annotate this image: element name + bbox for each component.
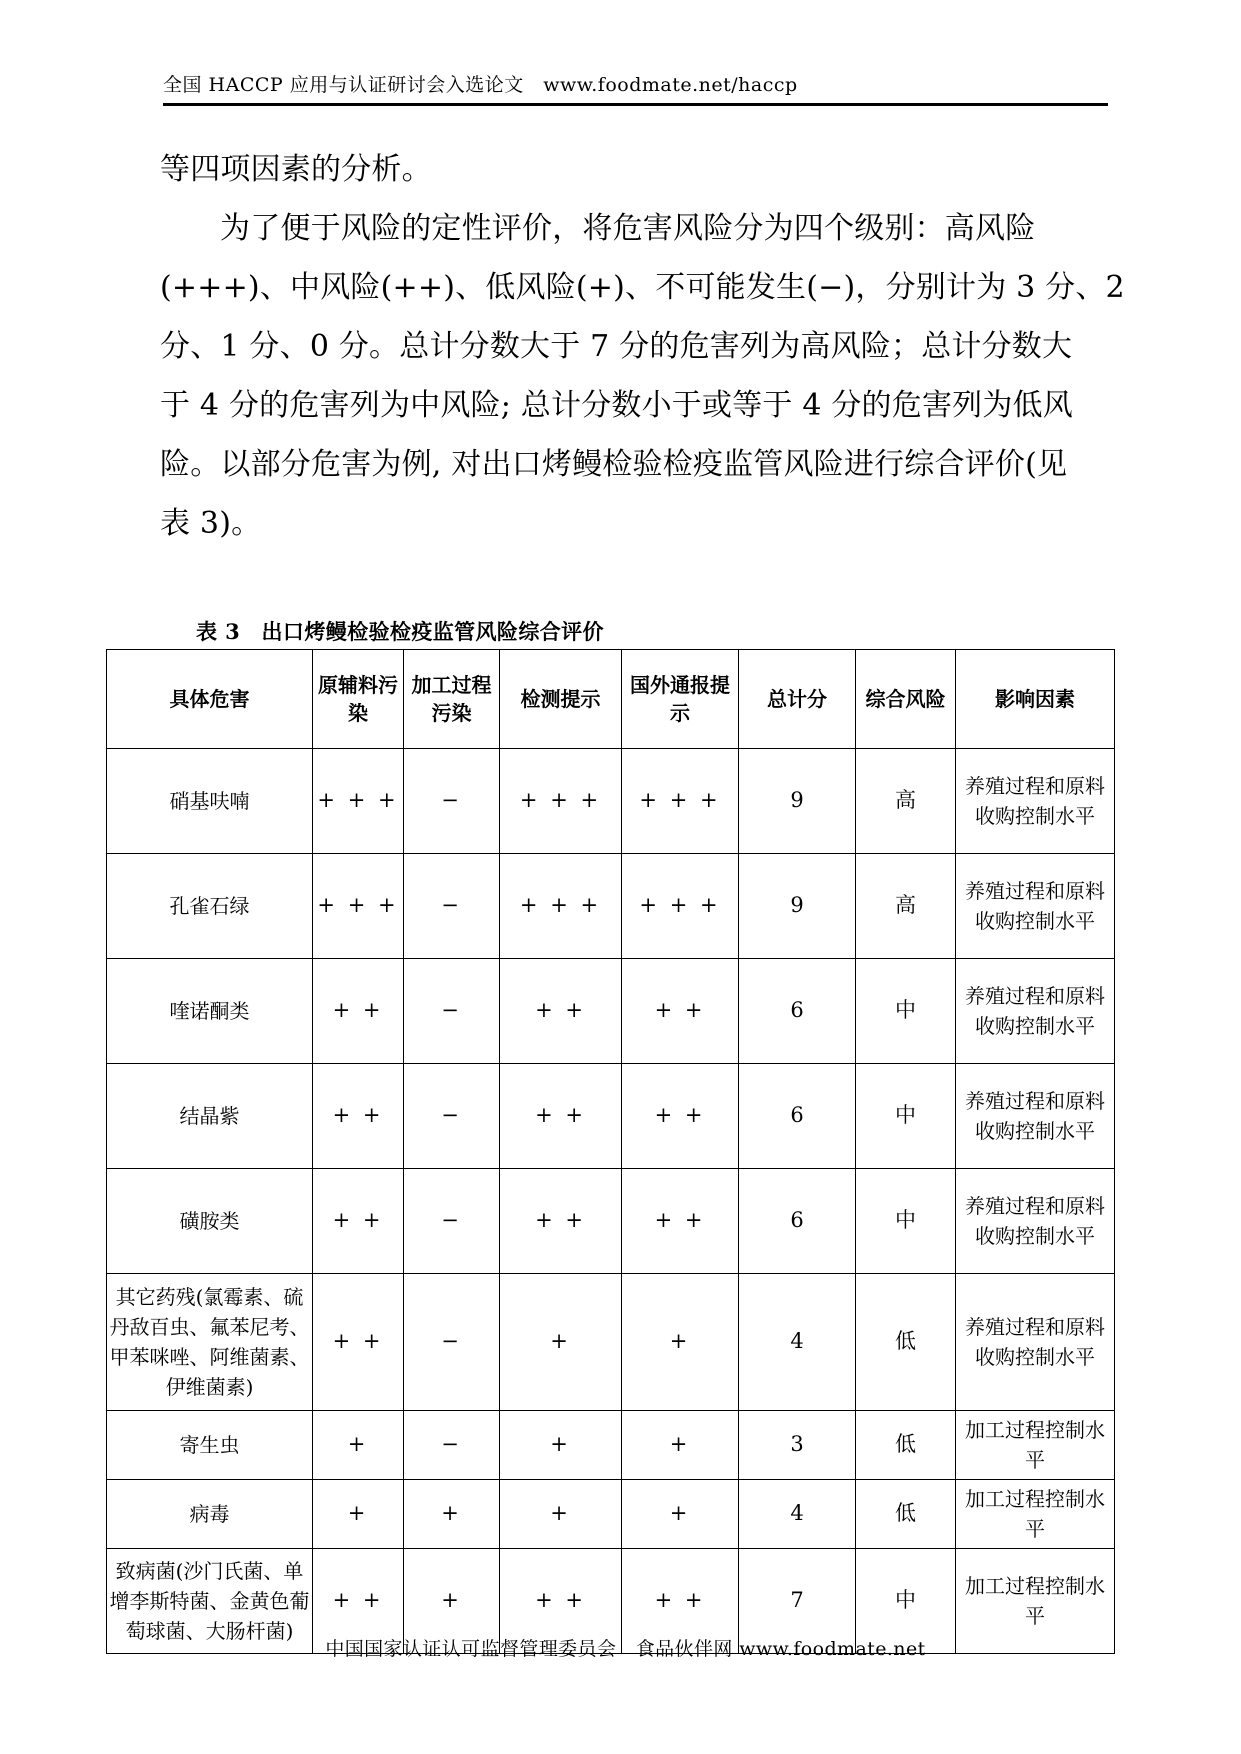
col-header-foreign-notice: 国外通报提示 [622, 650, 739, 749]
cell-raw-material: + + + [313, 749, 404, 854]
cell-foreign-notice: + + + [622, 749, 739, 854]
col-header-factor: 影响因素 [956, 650, 1115, 749]
cell-raw-material: + + [313, 1064, 404, 1169]
table-row [107, 1064, 1115, 1169]
cell-raw-material: + + [313, 1549, 404, 1654]
cell-hazard: 磺胺类 [107, 1169, 313, 1274]
cell-total-score: 4 [739, 1274, 856, 1411]
cell-hazard: 寄生虫 [107, 1411, 313, 1480]
cell-influence-factor: 养殖过程和原料收购控制水平 [956, 749, 1115, 854]
table-row [107, 854, 1115, 959]
cell-raw-material: + [313, 1411, 404, 1480]
table-caption: 表 3 出口烤鳗检验检疫监管风险综合评价 [196, 619, 604, 644]
cell-risk-level: 中 [856, 1169, 956, 1274]
body-text [160, 140, 1125, 553]
col-header-risk: 综合风险 [856, 650, 956, 749]
risk-evaluation-table [106, 649, 1115, 1654]
cell-hazard: 病毒 [107, 1480, 313, 1549]
cell-detection: + [500, 1274, 622, 1411]
cell-hazard: 其它药残(氯霉素、硫丹敌百虫、氟苯尼考、甲苯咪唑、阿维菌素、伊维菌素) [107, 1274, 313, 1411]
cell-total-score: 7 [739, 1549, 856, 1654]
cell-detection: + [500, 1411, 622, 1480]
paragraph-line: 于 4 分的危害列为中风险; 总计分数小于或等于 4 分的危害列为低风 [160, 388, 1073, 423]
cell-risk-level: 高 [856, 749, 956, 854]
paragraph-line: 险。以部分危害为例, 对出口烤鳗检验检疫监管风险进行综合评价(见 [160, 447, 1068, 482]
table-row [107, 1169, 1115, 1274]
cell-risk-level: 中 [856, 1549, 956, 1654]
col-header-hazard: 具体危害 [107, 650, 313, 749]
cell-detection: + + [500, 1169, 622, 1274]
cell-raw-material: + + [313, 1169, 404, 1274]
cell-influence-factor: 养殖过程和原料收购控制水平 [956, 1274, 1115, 1411]
cell-processing: + [404, 1549, 500, 1654]
paragraph-line: 分、1 分、0 分。总计分数大于 7 分的危害列为高风险；总计分数大 [160, 329, 1073, 364]
cell-foreign-notice: + [622, 1480, 739, 1549]
cell-foreign-notice: + + [622, 1169, 739, 1274]
page-footer-text: 中国国家认证认可监督管理委员会 食品伙伴网 www.foodmate.net [325, 1638, 926, 1660]
paragraph-line: 表 3)。 [160, 506, 262, 541]
cell-influence-factor: 养殖过程和原料收购控制水平 [956, 854, 1115, 959]
cell-influence-factor: 养殖过程和原料收购控制水平 [956, 959, 1115, 1064]
cell-detection: + + + [500, 854, 622, 959]
cell-total-score: 9 [739, 854, 856, 959]
cell-detection: + + [500, 1549, 622, 1654]
cell-hazard: 结晶紫 [107, 1064, 313, 1169]
cell-total-score: 4 [739, 1480, 856, 1549]
cell-influence-factor: 养殖过程和原料收购控制水平 [956, 1064, 1115, 1169]
cell-processing: − [404, 1169, 500, 1274]
cell-foreign-notice: + + [622, 959, 739, 1064]
cell-total-score: 6 [739, 1064, 856, 1169]
table-row [107, 959, 1115, 1064]
table-header-row [107, 650, 1115, 749]
cell-processing: − [404, 749, 500, 854]
col-header-raw-material: 原辅料污染 [313, 650, 404, 749]
cell-risk-level: 低 [856, 1480, 956, 1549]
paragraph-line: (+++)、中风险(++)、低风险(+)、不可能发生(−)，分别计为 3 分、2 [160, 270, 1125, 305]
cell-processing: − [404, 854, 500, 959]
table-row [107, 1274, 1115, 1411]
cell-hazard: 硝基呋喃 [107, 749, 313, 854]
cell-hazard: 喹诺酮类 [107, 959, 313, 1064]
cell-foreign-notice: + + [622, 1549, 739, 1654]
cell-foreign-notice: + + [622, 1064, 739, 1169]
cell-processing: + [404, 1480, 500, 1549]
cell-influence-factor: 加工过程控制水平 [956, 1480, 1115, 1549]
table-body [107, 749, 1115, 1654]
cell-processing: − [404, 1064, 500, 1169]
cell-detection: + + [500, 1064, 622, 1169]
cell-processing: − [404, 1274, 500, 1411]
cell-total-score: 6 [739, 959, 856, 1064]
cell-detection: + + [500, 959, 622, 1064]
col-header-processing: 加工过程污染 [404, 650, 500, 749]
paragraph-line: 为了便于风险的定性评价，将危害风险分为四个级别：高风险 [220, 211, 1036, 246]
table-head [107, 650, 1115, 749]
cell-total-score: 9 [739, 749, 856, 854]
cell-foreign-notice: + [622, 1274, 739, 1411]
cell-raw-material: + + + [313, 854, 404, 959]
cell-processing: − [404, 959, 500, 1064]
cell-influence-factor: 养殖过程和原料收购控制水平 [956, 1169, 1115, 1274]
cell-raw-material: + + [313, 1274, 404, 1411]
header-divider [163, 103, 1108, 106]
cell-risk-level: 中 [856, 959, 956, 1064]
table-row [107, 1480, 1115, 1549]
cell-risk-level: 低 [856, 1411, 956, 1480]
cell-hazard: 致病菌(沙门氏菌、单增李斯特菌、金黄色葡萄球菌、大肠杆菌) [107, 1549, 313, 1654]
risk-table-container [106, 649, 1114, 1654]
cell-total-score: 6 [739, 1169, 856, 1274]
cell-foreign-notice: + [622, 1411, 739, 1480]
paragraph-line: 等四项因素的分析。 [160, 152, 432, 187]
page-footer [0, 1634, 1241, 1661]
cell-influence-factor: 加工过程控制水平 [956, 1411, 1115, 1480]
cell-raw-material: + [313, 1480, 404, 1549]
col-header-detection: 检测提示 [500, 650, 622, 749]
cell-hazard: 孔雀石绿 [107, 854, 313, 959]
cell-risk-level: 高 [856, 854, 956, 959]
cell-detection: + [500, 1480, 622, 1549]
cell-detection: + + + [500, 749, 622, 854]
cell-raw-material: + + [313, 959, 404, 1064]
col-header-total: 总计分 [739, 650, 856, 749]
page-header [163, 74, 1108, 106]
cell-influence-factor: 加工过程控制水平 [956, 1549, 1115, 1654]
cell-processing: − [404, 1411, 500, 1480]
page-header-text: 全国 HACCP 应用与认证研讨会入选论文 www.foodmate.net/haccp [163, 74, 798, 96]
cell-risk-level: 中 [856, 1064, 956, 1169]
table-row [107, 1411, 1115, 1480]
cell-total-score: 3 [739, 1411, 856, 1480]
cell-foreign-notice: + + + [622, 854, 739, 959]
cell-risk-level: 低 [856, 1274, 956, 1411]
table-row [107, 749, 1115, 854]
